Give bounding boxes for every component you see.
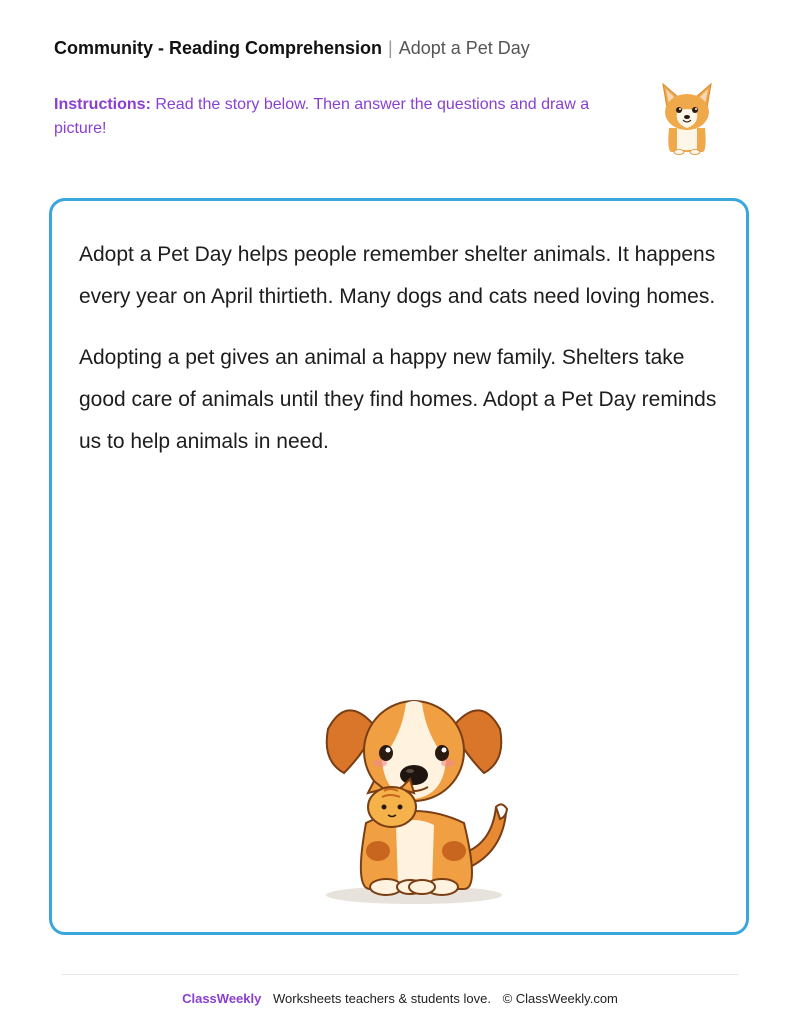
worksheet-header xyxy=(54,36,530,60)
footer-tagline: Worksheets teachers & students love. xyxy=(272,991,491,1006)
story-text xyxy=(79,234,719,482)
instructions-label: Instructions: xyxy=(54,96,151,113)
corgi-puppy-icon xyxy=(655,80,719,156)
footer-divider xyxy=(62,974,738,975)
story-paragraph-1: Adopt a Pet Day helps people remember shelter animals. It happens every year on April thirtieth. Many dogs and cats need loving homes. xyxy=(79,243,716,308)
worksheet-subtitle: Adopt a Pet Day xyxy=(398,38,530,58)
footer-brand: ClassWeekly xyxy=(182,991,262,1006)
footer xyxy=(0,990,800,1008)
footer-copyright: © ClassWeekly.com xyxy=(502,991,618,1006)
worksheet-title: Community - Reading Comprehension xyxy=(54,38,383,58)
story-box xyxy=(49,198,749,935)
story-paragraph-2: Adopting a pet gives an animal a happy new family. Shelters take good care of animals until they find homes. Adopt a Pet Day reminds us to help animals in need. xyxy=(79,346,717,453)
title-separator: | xyxy=(388,38,393,58)
instructions xyxy=(54,93,614,141)
instructions-text: Read the story below. Then answer the questions and draw a picture! xyxy=(54,96,590,137)
puppy-with-kitten-icon xyxy=(314,675,514,907)
